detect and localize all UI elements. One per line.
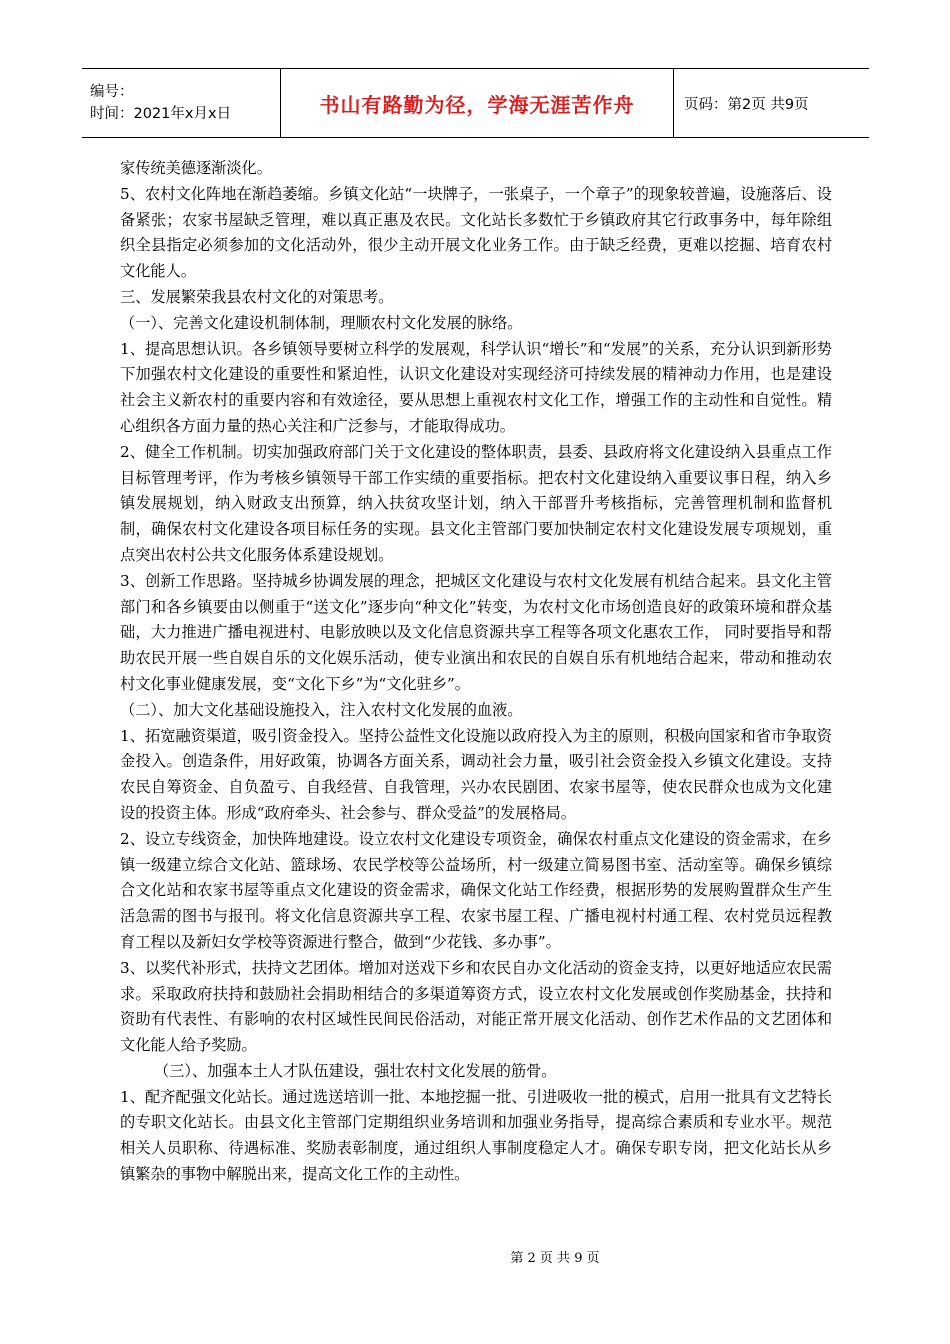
page-header	[82, 68, 869, 138]
body-paragraph: 1、提高思想认识。各乡镇领导要树立科学的发展观，科学认识“增长”和“发展”的关系，充分认识到新形势下加强农村文化建设的重要性和紧迫性，认识文化建设对实现经济可持续发展的精神动力作用，也是建设社会主义新农村的重要内容和有效途径，要从思想上重视农村文化工作，增强工作的主动性和自觉性。精心组织各方面力量的热心关注和广泛参与，才能取得成功。	[120, 339, 832, 435]
subsection-heading: （二）、加大文化基础设施投入，注入农村文化发展的血液。	[120, 700, 523, 719]
body-paragraph: 3、以奖代补形式，扶持文艺团体。增加对送戏下乡和农民自办文化活动的资金支持，以更好地适应农民需求。采取政府扶持和鼓励社会捐助相结合的多渠道筹资方式，设立农村文化发展或创作奖励基金，扶持和资助有代表性、有影响的农村区域性民间民俗活动，对能正常开展文化活动、创作艺术作品的文艺团体和文化能人给予奖励。	[120, 958, 832, 1055]
body-paragraph: 1、配齐配强文化站长。通过选送培训一批、本地挖掘一批、引进吸收一批的模式，启用一批具有文艺特长的专职文化站长。由县文化主管部门定期组织业务培训和加强业务指导，提高综合素质和专业水平。规范相关人员职称、待遇标准、奖励表彰制度，通过组织人事制度稳定人才。确保专职专岗，把文化站长从乡镇繁杂的事物中解脱出来，提高文化工作的主动性。	[120, 1087, 832, 1184]
subsection-heading: （一）、完善文化建设机制体制，理顺农村文化发展的脉络。	[120, 313, 523, 332]
subsection-heading: （三）、加强本土人才队伍建设，强壮农村文化发展的筋骨。	[154, 1061, 557, 1080]
body-paragraph: 5、农村文化阵地在渐趋萎缩。乡镇文化站“一块牌子，一张桌子，一个章子”的现象较普遍，设施落后、设备紧张；农家书屋缺乏管理，难以真正惠及农民。文化站长多数忙于乡镇政府其它行政事务中，每年除组织全县指定必须参加的文化活动外，很少主动开展文化业务工作。由于缺乏经费，更难以挖掘、培育农村文化能人。	[120, 184, 832, 281]
body-paragraph: 1、拓宽融资渠道，吸引资金投入。坚持公益性文化设施以政府投入为主的原则，积极向国家和省市争取资金投入。创造条件，用好政策，协调各方面关系，调动社会力量，吸引社会资金投入乡镇文化建设。支持农民自筹资金、自负盈亏、自我经营、自我管理，兴办农民剧团、农家书屋等，使农民群众也成为文化建设的投资主体。形成“政府牵头、社会参与、群众受益”的发展格局。	[120, 726, 832, 822]
page-footer: 第 2 页 共 9 页	[510, 1251, 600, 1266]
body-paragraph: 3、创新工作思路。坚持城乡协调发展的理念，把城区文化建设与农村文化发展有机结合起来。县文化主管部门和各乡镇要由以侧重于“送文化”逐步向“种文化”转变，为农村文化市场创造良好的政策环境和群众基础，大力推进广播电视进村、电影放映以及文化信息资源共享工程等各项文化惠农工作， 同时要指导和帮助农民开展一些自娱自乐的文化娱乐活动，使专业演出和农民的自娱自乐有机地结合起来，带动和推动农村文化事业健康发展，变“文化下乡”为“文化驻乡”。	[120, 571, 832, 693]
header-page-info: 页码：第2页 共9页	[684, 96, 809, 113]
body-paragraph: 家传统美德逐渐淡化。	[120, 159, 272, 177]
document-time-label: 时间：2021年x月x日	[90, 106, 232, 122]
section-heading: 三、发展繁荣我县农村文化的对策思考。	[120, 287, 394, 306]
document-number-label: 编号：	[90, 84, 134, 100]
header-meta	[82, 69, 281, 137]
body-paragraph: 2、健全工作机制。切实加强政府部门关于文化建设的整体职责，县委、县政府将文化建设纳入县重点工作目标管理考评，作为考核乡镇领导干部工作实绩的重要指标。把农村文化建设纳入重要议事日程，纳入乡镇发展规划，纳入财政支出预算，纳入扶贫攻坚计划，纳入干部晋升考核指标，完善管理机制和监督机制，确保农村文化建设各项目标任务的实现。县文化主管部门要加快制定农村文化建设发展专项规划，重点突出农村公共文化服务体系建设规划。	[120, 442, 832, 564]
header-motto: 书山有路勤为径，学海无涯苦作舟	[281, 69, 674, 137]
body-paragraph: 2、设立专线资金，加快阵地建设。设立农村文化建设专项资金，确保农村重点文化建设的资金需求，在乡镇一级建立综合文化站、篮球场、农民学校等公益场所，村一级建立简易图书室、活动室等。确保乡镇综合文化站和农家书屋等重点文化建设的资金需求，确保文化站工作经费，根据形势的发展购置群众生产生活急需的图书与报刊。将文化信息资源共享工程、农家书屋工程、广播电视村村通工程、农村党员远程教育工程以及新妇女学校等资源进行整合，做到“少花钱、多办事”。	[120, 829, 832, 951]
document-body	[120, 156, 832, 1188]
